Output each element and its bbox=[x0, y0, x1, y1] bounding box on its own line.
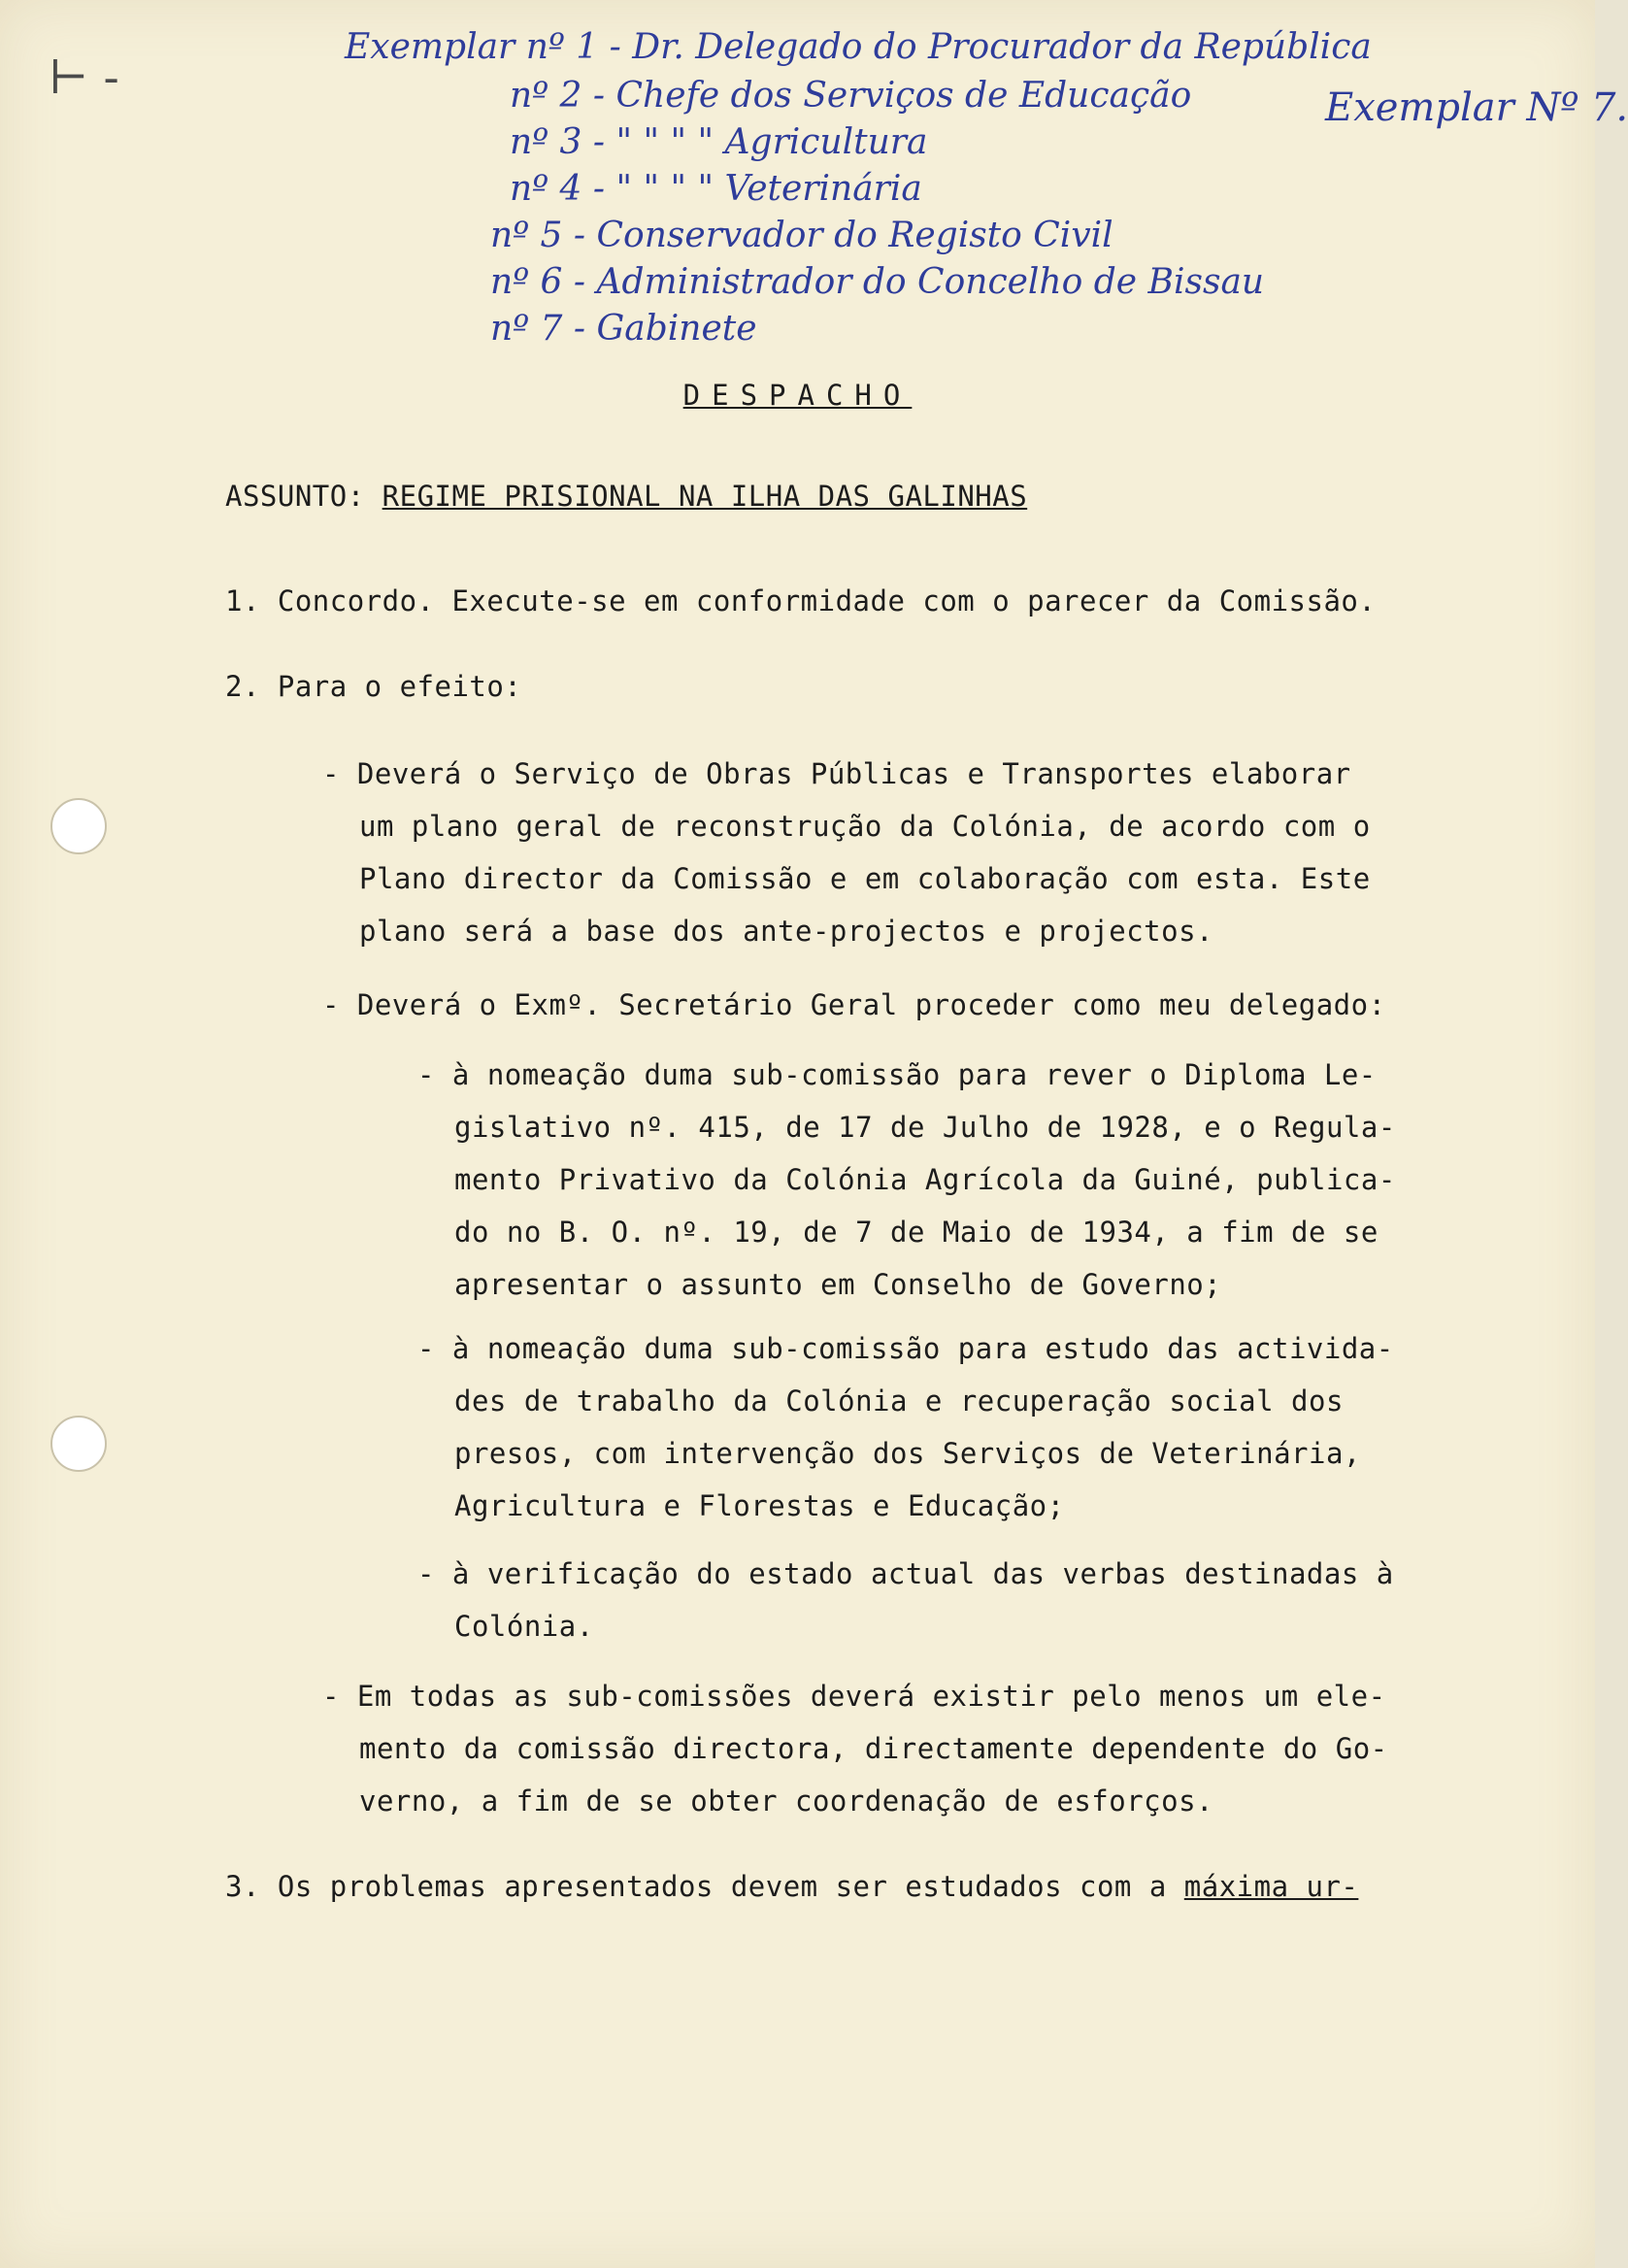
distribution-line: Exemplar nº 1 - Dr. Delegado do Procurador da República bbox=[345, 27, 1372, 67]
item-a-line: plano será a base dos ante-projectos e projectos. bbox=[359, 915, 1214, 948]
subject-label: ASSUNTO: bbox=[225, 480, 365, 513]
item-c bbox=[322, 1670, 1388, 1827]
paragraph-3-emphasis: máxima ur- bbox=[1183, 1870, 1359, 1903]
subject-line bbox=[225, 480, 1027, 513]
distribution-line: nº 2 - Chefe dos Serviços de Educação bbox=[510, 76, 1192, 116]
sub-item-2-line: Agricultura e Florestas e Educação; bbox=[454, 1489, 1065, 1522]
item-a-line: um plano geral de reconstrução da Colónia, de acordo com o bbox=[359, 810, 1371, 843]
sub-item-2-line: presos, com intervenção dos Serviços de Veterinária, bbox=[454, 1437, 1361, 1470]
sub-item-2 bbox=[417, 1322, 1394, 1532]
item-a-line: Plano director da Comissão e em colaboração com esta. Este bbox=[359, 862, 1371, 895]
punch-hole-top bbox=[50, 798, 107, 854]
sub-item-1-line: - à nomeação duma sub-comissão para rever o Diploma Le- bbox=[417, 1058, 1377, 1091]
paragraph-3 bbox=[225, 1860, 1358, 1913]
item-b: - Deverá o Exmº. Secretário Geral proceder como meu delegado: bbox=[322, 988, 1386, 1021]
item-c-line: mento da comissão directora, directamente dependente do Go- bbox=[359, 1732, 1388, 1765]
exemplar-note: Exemplar Nº 7. bbox=[1325, 85, 1628, 130]
subject-text: REGIME PRISIONAL NA ILHA DAS GALINHAS bbox=[382, 480, 1028, 513]
document-title: DESPACHO bbox=[682, 379, 913, 412]
item-a bbox=[322, 748, 1371, 957]
corner-mark: ⊢ - bbox=[49, 50, 119, 105]
paragraph-2: 2. Para o efeito: bbox=[225, 670, 522, 703]
sub-item-3-line: - à verificação do estado actual das verbas destinadas à bbox=[417, 1557, 1394, 1590]
distribution-line: nº 6 - Administrador do Concelho de Bissau bbox=[490, 262, 1265, 302]
sub-item-1 bbox=[417, 1049, 1396, 1311]
distribution-line: nº 3 - " " " " Agricultura bbox=[510, 122, 928, 162]
paragraph-3-text: 3. Os problemas apresentados devem ser estudados com a bbox=[225, 1870, 1184, 1903]
sub-item-2-line: des de trabalho da Colónia e recuperação social dos bbox=[454, 1384, 1344, 1418]
sub-item-1-line: mento Privativo da Colónia Agrícola da Guiné, publica- bbox=[454, 1163, 1396, 1196]
distribution-line: nº 5 - Conservador do Registo Civil bbox=[490, 216, 1113, 255]
sub-item-2-line: - à nomeação duma sub-comissão para estudo das activida- bbox=[417, 1332, 1394, 1365]
sub-item-1-line: gislativo nº. 415, de 17 de Julho de 1928, e o Regula- bbox=[454, 1111, 1396, 1144]
sub-item-3-line: Colónia. bbox=[454, 1610, 594, 1643]
sub-item-1-line: do no B. O. nº. 19, de 7 de Maio de 1934, a fim de se bbox=[454, 1216, 1379, 1249]
item-a-line: - Deverá o Serviço de Obras Públicas e Transportes elaborar bbox=[322, 757, 1351, 790]
item-c-line: verno, a fim de se obter coordenação de esforços. bbox=[359, 1784, 1214, 1818]
punch-hole-bottom bbox=[50, 1416, 107, 1472]
paragraph-1: 1. Concordo. Execute-se em conformidade com o parecer da Comissão. bbox=[225, 584, 1377, 617]
sub-item-1-line: apresentar o assunto em Conselho de Governo; bbox=[454, 1268, 1222, 1301]
sub-item-3 bbox=[417, 1548, 1394, 1652]
distribution-line: nº 7 - Gabinete bbox=[490, 309, 757, 349]
item-c-line: - Em todas as sub-comissões deverá existir pelo menos um ele- bbox=[322, 1680, 1386, 1713]
distribution-line: nº 4 - " " " " Veterinária bbox=[510, 169, 922, 209]
